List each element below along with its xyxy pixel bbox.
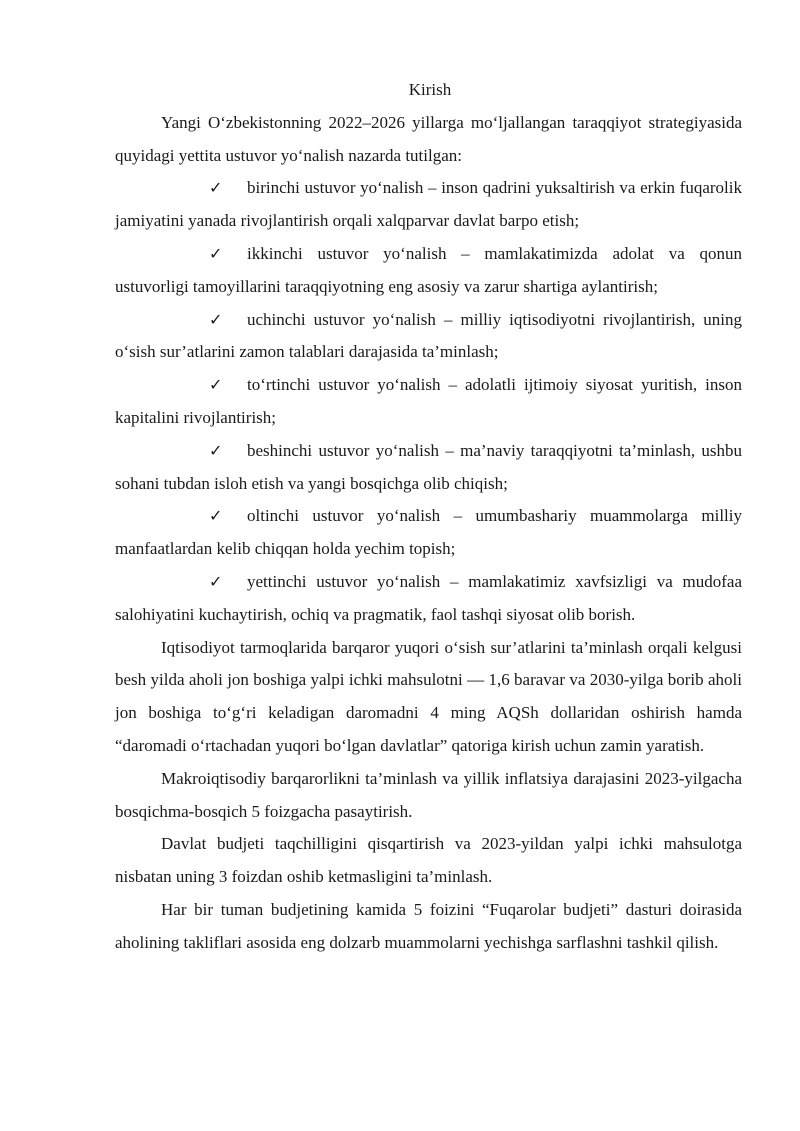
body-paragraph: Har bir tuman budjetining kamida 5 foizini “Fuqarolar budjeti” dasturi doirasida aholining takliflari asosida eng dolzarb muammolarni yechishga sarflashni tashkil qilish. (115, 899, 742, 952)
body-paragraph: Iqtisodiyot tarmoqlarida barqaror yuqori o‘sish sur’atlarini ta’minlash orqali kelgusi besh yilda aholi jon boshiga yalpi ichki mahsulotni — 1,6 baravar va 2030-yilga borib aholi jon boshiga to‘g‘ri keladigan daromadni 4 ming AQSh dollaridan oshirish hamda “daromadi o‘rtachadan yuqori bo‘lgan davlatlar” qatoriga kirish uchun zamin yaratish. (115, 637, 742, 755)
priority-list (115, 172, 742, 631)
list-item (115, 304, 742, 370)
checkmark-icon: ✓ (209, 571, 223, 591)
list-item (115, 369, 742, 435)
list-item-text: birinchi ustuvor yo‘nalish – inson qadrini yuksaltirish va erkin fuqarolik jamiyatini yanada rivojlantirish orqali xalqparvar davlat barpo etish; (115, 178, 742, 231)
checkmark-icon: ✓ (209, 309, 223, 329)
list-item (115, 172, 742, 238)
list-item (115, 566, 742, 632)
list-item (115, 500, 742, 566)
list-item-text: oltinchi ustuvor yo‘nalish – umumbashariy muammolarga milliy manfaatlardan kelib chiqqan holda yechim topish; (115, 506, 742, 559)
page-title: Kirish (408, 80, 452, 99)
list-item (115, 435, 742, 501)
list-item-text: to‘rtinchi ustuvor yo‘nalish – adolatli ijtimoiy siyosat yuritish, inson kapitalini rivojlantirish; (115, 375, 742, 427)
body-paragraph: Makroiqtisodiy barqarorlikni ta’minlash va yillik inflatsiya darajasini 2023-yilgacha bosqichma-bosqich 5 foizgacha pasaytirish. (115, 768, 742, 821)
checkmark-icon: ✓ (209, 375, 223, 395)
list-item-text: beshinchi ustuvor yo‘nalish – ma’naviy taraqqiyotni ta’minlash, ushbu sohani tubdan isloh etish va yangi bosqichga olib chiqish; (115, 440, 742, 493)
list-item-text: uchinchi ustuvor yo‘nalish – milliy iqtisodiyotni rivojlantirish, uning o‘sish sur’atlarini zamon talablari darajasida ta’minlash; (115, 309, 742, 362)
intro-paragraph: Yangi O‘zbekistonning 2022–2026 yillarga mo‘ljallangan taraqqiyot strategiyasida quyidagi yettita ustuvor yo‘nalish nazarda tutilgan: (115, 112, 742, 165)
list-item (115, 238, 742, 304)
checkmark-icon: ✓ (209, 243, 223, 263)
list-item-text: yettinchi ustuvor yo‘nalish – mamlakatimiz xavfsizligi va mudofaa salohiyatini kuchaytirish, ochiq va pragmatik, faol tashqi siyosat olib borish. (115, 571, 742, 624)
body-paragraph: Davlat budjeti taqchilligini qisqartirish va 2023-yildan yalpi ichki mahsulotga nisbatan uning 3 foizdan oshib ketmasligini ta’minlash. (115, 834, 742, 887)
checkmark-icon: ✓ (209, 506, 223, 526)
checkmark-icon: ✓ (209, 440, 223, 460)
checkmark-icon: ✓ (209, 178, 223, 198)
list-item-text: ikkinchi ustuvor yo‘nalish – mamlakatimizda adolat va qonun ustuvorligi tamoyillarini taraqqiyotning eng asosiy va zarur shartiga aylantirish; (115, 243, 742, 296)
